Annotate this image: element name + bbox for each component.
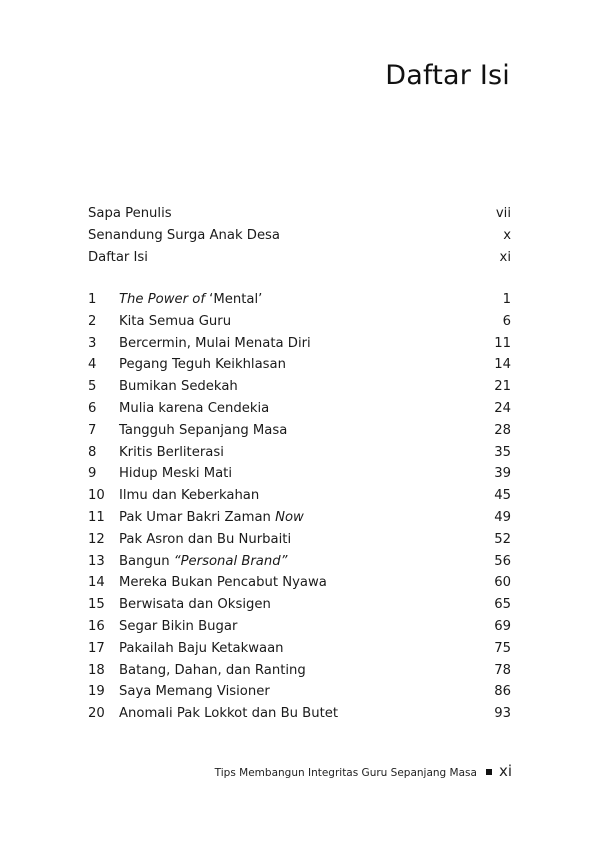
toc-chapter-entry [88, 572, 511, 594]
chapter-title [119, 594, 494, 616]
toc-entry [88, 225, 511, 247]
chapter-number: 3 [88, 335, 97, 351]
chapter-number: 18 [88, 662, 105, 678]
chapter-title [119, 660, 494, 682]
toc-chapter-entry [88, 311, 511, 333]
chapter-number: 2 [88, 313, 97, 329]
chapter-list [88, 289, 511, 725]
chapter-title-text: Segar Bikin Bugar [119, 618, 238, 634]
chapter-title [119, 398, 494, 420]
chapter-number: 9 [88, 466, 97, 482]
toc-chapter-entry [88, 333, 511, 355]
toc-chapter-entry [88, 660, 511, 682]
toc-chapter-entry [88, 594, 511, 616]
chapter-title [119, 376, 494, 398]
chapter-title [119, 311, 503, 333]
chapter-title [119, 463, 494, 485]
chapter-number: 20 [88, 706, 105, 722]
toc-chapter-entry [88, 703, 511, 725]
chapter-number: 16 [88, 618, 105, 634]
toc-chapter-entry [88, 463, 511, 485]
chapter-title-text: Mulia karena Cendekia [119, 400, 270, 416]
chapter-number: 19 [88, 684, 105, 700]
chapter-title-text: Pak Asron dan Bu Nurbaiti [119, 531, 292, 547]
chapter-title-text: Bercermin, Mulai Menata Diri [119, 335, 311, 351]
chapter-title-text: Tangguh Sepanjang Masa [119, 422, 288, 438]
toc-entry-page: vii [495, 206, 511, 221]
front-matter-list [88, 203, 511, 268]
chapter-number: 7 [88, 422, 97, 438]
toc-chapter-entry [88, 289, 511, 311]
toc-chapter-entry [88, 420, 511, 442]
chapter-title-text: Hidup Meski Mati [119, 466, 233, 482]
chapter-title-suffix: ‘Mental’ [204, 292, 263, 307]
chapter-title [119, 485, 494, 507]
chapter-title-italic: The Power of [119, 292, 205, 307]
toc-chapter-entry [88, 376, 511, 398]
chapter-page: 45 [494, 488, 511, 504]
chapter-page: 6 [502, 313, 511, 329]
chapter-title [119, 529, 494, 551]
chapter-title [119, 572, 494, 594]
chapter-title-text: Anomali Pak Lokkot dan Bu Butet [119, 706, 339, 722]
chapter-page: 21 [494, 379, 511, 395]
chapter-title-text: Batang, Dahan, dan Ranting [119, 662, 306, 678]
toc-chapter-entry [88, 681, 511, 703]
toc-chapter-entry [88, 354, 511, 376]
chapter-title-italic: “Personal Brand” [173, 553, 288, 569]
chapter-title [119, 354, 494, 376]
chapter-number: 1 [88, 292, 97, 307]
toc-chapter-entry [88, 442, 511, 464]
toc-entry-label: Senandung Surga Anak Desa [88, 227, 281, 243]
running-title: Tips Membangun Integritas Guru Sepanjang Masa [214, 767, 477, 779]
toc-chapter-entry [88, 551, 511, 573]
chapter-title [119, 289, 503, 311]
chapter-number: 15 [88, 597, 105, 613]
chapter-page: 60 [494, 575, 511, 591]
chapter-number: 8 [88, 444, 97, 460]
chapter-title-italic: Now [275, 509, 304, 525]
chapter-page: 1 [502, 292, 511, 307]
chapter-title [119, 442, 494, 464]
chapter-number: 6 [88, 400, 97, 416]
toc-chapter-entry [88, 616, 511, 638]
toc-entry-label: Daftar Isi [88, 249, 148, 265]
square-bullet-icon [486, 769, 492, 775]
chapter-title [119, 507, 494, 529]
chapter-title-text: Bumikan Sedekah [119, 379, 238, 395]
chapter-page: 14 [494, 357, 511, 373]
chapter-title [119, 703, 494, 725]
chapter-number: 11 [88, 509, 105, 525]
chapter-page: 24 [494, 400, 511, 416]
chapter-page: 49 [494, 509, 511, 525]
chapter-title-text: Pakailah Baju Ketakwaan [119, 640, 284, 656]
chapter-title [119, 551, 494, 573]
chapter-title-text: Pak Umar Bakri Zaman [119, 509, 276, 525]
chapter-number: 12 [88, 531, 105, 547]
chapter-page: 35 [494, 444, 511, 460]
chapter-number: 13 [88, 553, 105, 569]
toc-chapter-entry [88, 507, 511, 529]
chapter-number: 14 [88, 575, 105, 591]
chapter-title-text: Berwisata dan Oksigen [119, 597, 271, 613]
chapter-page: 11 [494, 335, 511, 351]
chapter-title-text: Kritis Berliterasi [119, 444, 224, 460]
chapter-number: 10 [88, 488, 105, 504]
toc-entry [88, 247, 511, 269]
toc-entry [88, 203, 511, 225]
toc-chapter-entry [88, 638, 511, 660]
chapter-title [119, 616, 494, 638]
chapter-page: 52 [494, 531, 511, 547]
chapter-number: 4 [88, 357, 97, 373]
chapter-page: 75 [494, 640, 511, 656]
chapter-page: 28 [494, 422, 511, 438]
chapter-page: 65 [494, 597, 511, 613]
toc-chapter-entry [88, 485, 511, 507]
toc-entry-label: Sapa Penulis [88, 206, 172, 221]
chapter-title-text: Ilmu dan Keberkahan [119, 488, 260, 504]
page-folio: xi [498, 762, 512, 780]
toc-entry-page: xi [499, 249, 511, 265]
chapter-title [119, 420, 494, 442]
chapter-number: 5 [88, 379, 97, 395]
chapter-number: 17 [88, 640, 105, 656]
chapter-title [119, 638, 494, 660]
chapter-page: 56 [494, 553, 511, 569]
chapter-title-text: Saya Memang Visioner [119, 684, 270, 700]
chapter-title-text: Kita Semua Guru [119, 313, 232, 329]
chapter-title [119, 681, 494, 703]
chapter-page: 69 [494, 618, 511, 634]
chapter-page: 93 [494, 706, 511, 722]
toc-chapter-entry [88, 529, 511, 551]
chapter-page: 86 [494, 684, 511, 700]
chapter-title-text: Mereka Bukan Pencabut Nyawa [119, 575, 327, 591]
chapter-page: 39 [494, 466, 511, 482]
toc-entry-page: x [503, 227, 511, 243]
running-footer [215, 762, 512, 780]
chapter-page: 78 [494, 662, 511, 678]
toc-chapter-entry [88, 398, 511, 420]
chapter-title-text: Bangun [119, 553, 174, 569]
page-title: Daftar Isi [385, 60, 510, 91]
chapter-title-text: Pegang Teguh Keikhlasan [119, 357, 286, 373]
chapter-title [119, 333, 494, 355]
